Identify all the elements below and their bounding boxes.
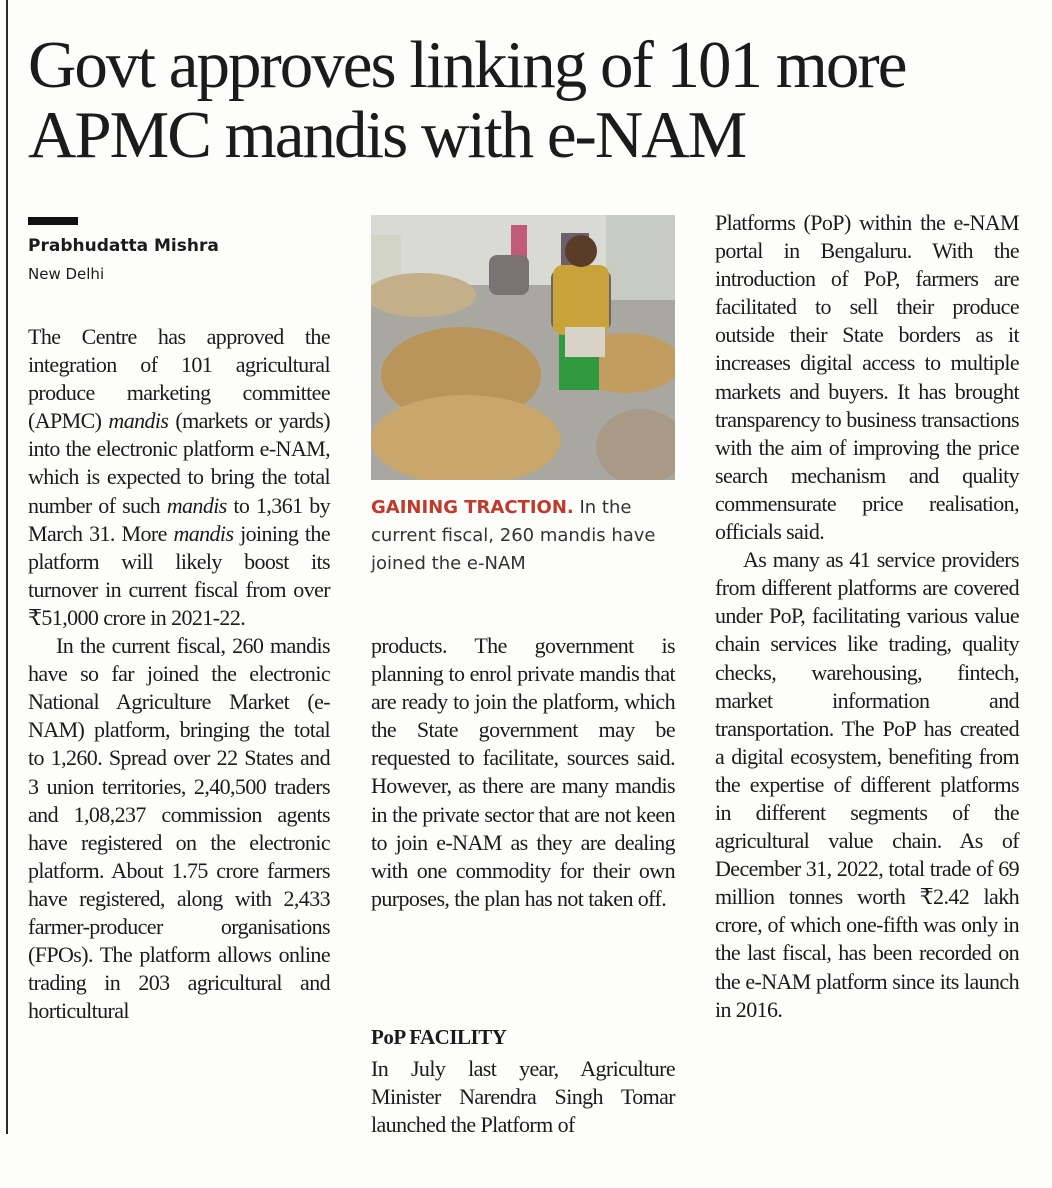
paragraph: Platforms (PoP) within the e-NAM portal in Bengaluru. With the introduction of PoP, farmers are facilitated to sell their produce outside their State borders as it increases digital access to multiple markets and buyers. It has brought transparency to business transactions with the aim of improving the price search mechanism and quality commensurate price realisation, officials said.: [715, 210, 1019, 545]
market-vendor-photo: [371, 215, 675, 480]
headline: Govt approves linking of 101 more APMC mandis with e-NAM: [28, 28, 906, 172]
column-rule: [6, 0, 8, 1134]
paragraph: In the current fiscal, 260 mandis have so far joined the electronic National Agriculture Market (e-NAM) platform, bringing the total to 1,260. Spread over 22 States and 3 union territories, 2,40,500 traders and 1,08,237 commission agents have registered on the electronic platform. About 1.75 crore farmers have registered, along with 2,433 farmer-producer organisations (FPOs). The platform allows online trading in 203 agricultural and horticultural: [28, 633, 330, 1024]
photo-illustration: [371, 215, 675, 480]
byline-bar: [28, 217, 78, 225]
article-column-3: [715, 209, 1019, 1024]
paragraph: The Centre has approved the integration of 101 agricultural produce marketing committee (APMC) mandis (markets or yards) into the electronic platform e-NAM, which is expected to bring the total number of such mandis to 1,361 by March 31. More mandis joining the platform will likely boost its turnover in current fiscal from over ₹51,000 crore in 2021-22.: [28, 324, 331, 630]
caption-body: In the current fiscal, 260 mandis have joined the e-NAM: [371, 497, 656, 574]
article-column-2: [371, 632, 675, 913]
photo-caption: [371, 494, 675, 578]
byline-author: Prabhudatta Mishra: [28, 236, 219, 256]
paragraph: In July last year, Agriculture Minister Narendra Singh Tomar launched the Platform of: [371, 1056, 675, 1138]
paragraph: products. The government is planning to enrol private mandis that are ready to join the platform, which the State government may be requested to facilitate, sources said. However, as there are many mandis in the private sector that are not keen to join e-NAM as they are dealing with one commodity for their own purposes, the plan has not taken off.: [371, 633, 675, 911]
byline-place: New Delhi: [28, 265, 105, 283]
article-column-1: [28, 323, 330, 1025]
subhead-pop-facility: PoP FACILITY: [371, 1025, 507, 1049]
paragraph: As many as 41 service providers from different platforms are covered under PoP, facilitating various value chain services like trading, quality checks, warehousing, fintech, market information and transportation. The PoP has created a digital ecosystem, benefiting from the expertise of different platforms in different segments of the agricultural value chain. As of December 31, 2022, total trade of 69 million tonnes worth ₹2.42 lakh crore, of which one-fifth was only in the last fiscal, has been recorded on the e-NAM platform since its launch in 2016.: [715, 547, 1019, 1022]
caption-head: GAINING TRACTION.: [371, 497, 574, 518]
article-column-2-continued: [371, 1055, 675, 1139]
